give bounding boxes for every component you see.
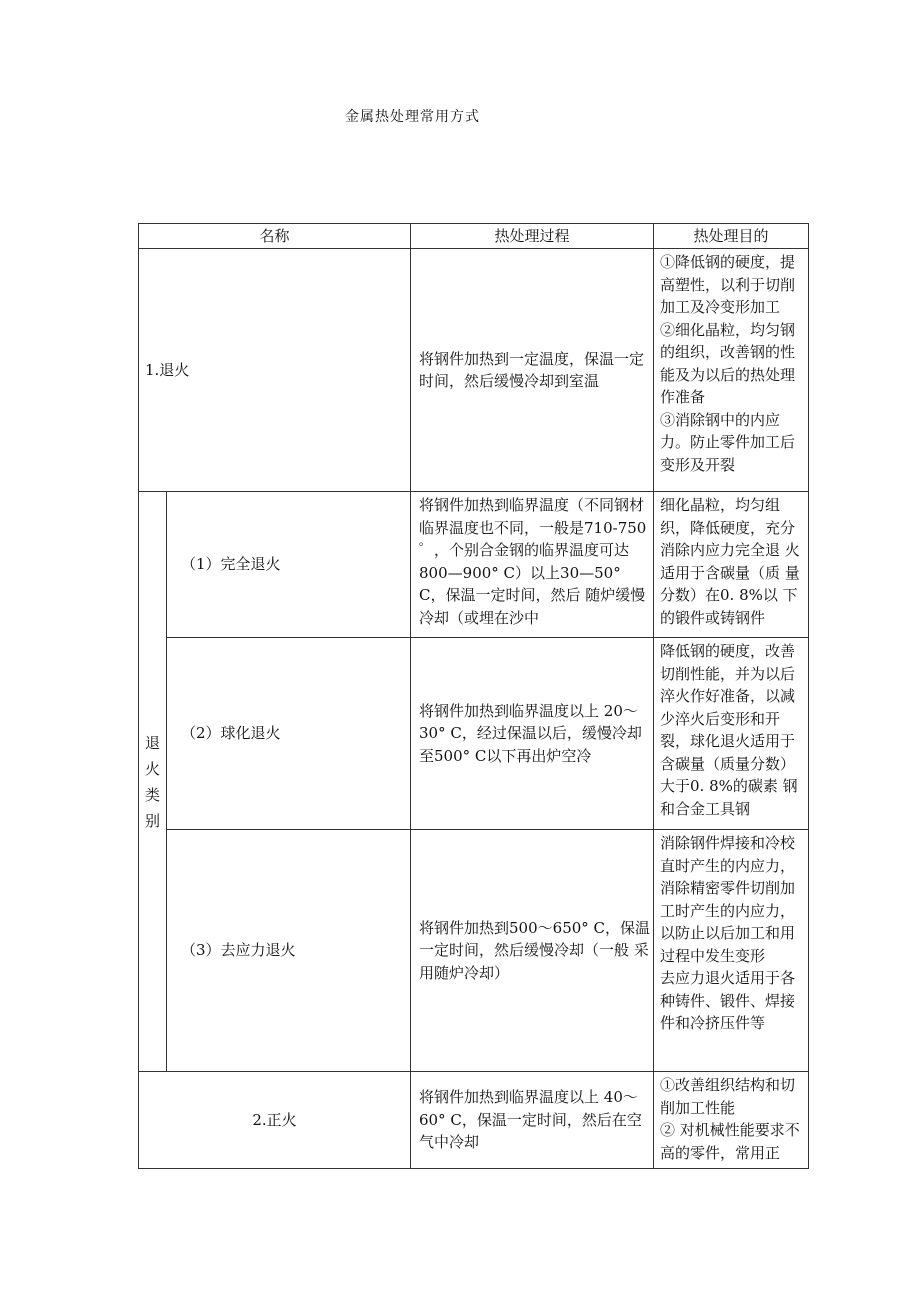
normalizing-process: 将钢件加热到临界温度以上 40～60° C，保温一定时间，然后在空气中冷却 bbox=[411, 1072, 654, 1169]
table-row-stress-relief bbox=[139, 830, 809, 1072]
full-annealing-purpose: 细化晶粒，均匀组 织，降低硬度，充分 消除内应力完全退 火适用于含碳量（质 量分数）在0. 8%以 下的锻件或铸钢件 bbox=[654, 492, 809, 638]
normalizing-purpose-text: ①改善组织结构和切削加工性能 ② 对机械性能要求不高的零件，常用正 bbox=[660, 1076, 800, 1162]
annealing-types-group-text: 退火类别 bbox=[144, 733, 160, 830]
spheroidizing-purpose: 降低钢的硬度，改善切削性能，并为以后淬火作好准备，以减少淬火后变形和开裂，球化退火适用于含碳量（质量分数）大于0. 8%的碳素 钢和合金工具钢 bbox=[654, 638, 809, 830]
stress-relief-process: 将钢件加热到500～650° C，保温 一定时间，然后缓慢冷却（一般 采用随炉冷却） bbox=[411, 830, 654, 1072]
spheroidizing-process: 将钢件加热到临界温度以上 20～30° C，经过保温以后，缓慢冷却至500° C以下再出炉空冷 bbox=[411, 638, 654, 830]
normalizing-purpose bbox=[654, 1072, 809, 1169]
spheroidizing-name: （2）球化退火 bbox=[167, 638, 411, 830]
heat-treatment-table bbox=[138, 223, 809, 1169]
document-title: 金属热处理常用方式 bbox=[345, 109, 480, 125]
normalizing-name: 2.正火 bbox=[139, 1072, 411, 1169]
table-row-spheroidizing bbox=[139, 638, 809, 830]
table-header-row bbox=[139, 224, 809, 249]
full-annealing-name: （1）完全退火 bbox=[167, 492, 411, 638]
table-row-annealing bbox=[139, 249, 809, 492]
table-row-full-annealing bbox=[139, 492, 809, 638]
header-purpose: 热处理目的 bbox=[654, 224, 809, 249]
full-annealing-process: 将钢件加热到临界温度（不同钢材临界温度也不同，一般是710-750 ゜，个别合金钢的临界温度可达800—900° C）以上30—50° C，保温一定时间，然后 随炉缓慢冷却（或埋在沙中 bbox=[411, 492, 654, 638]
header-process: 热处理过程 bbox=[411, 224, 654, 249]
annealing-name: 1.退火 bbox=[139, 249, 411, 492]
table-row-normalizing bbox=[139, 1072, 809, 1169]
stress-relief-purpose bbox=[654, 830, 809, 1072]
annealing-purpose bbox=[654, 249, 809, 492]
annealing-purpose-text: ①降低钢的硬度，提高塑性，以利于切削加工及冷变形加工 ②细化晶粒，均匀钢的组织，改善钢的性能及为以后的热处理作准备 ③消除钢中的内应力。防止零件加工后变形及开裂 bbox=[660, 253, 796, 474]
stress-relief-name: （3）去应力退火 bbox=[167, 830, 411, 1072]
annealing-types-group-label bbox=[139, 492, 167, 1072]
stress-relief-purpose-text: 消除钢件焊接和冷校直时产生的内应力，消除精密零件切削加工时产生的内应力，以防止以后加工和用过程中发生变形 去应力退火适用于各种铸件、锻件、焊接件和冷挤压件等 bbox=[660, 834, 796, 1032]
header-name: 名称 bbox=[139, 224, 411, 249]
annealing-process: 将钢件加热到一定温度，保温一定时间，然后缓慢冷却到室温 bbox=[411, 249, 654, 492]
